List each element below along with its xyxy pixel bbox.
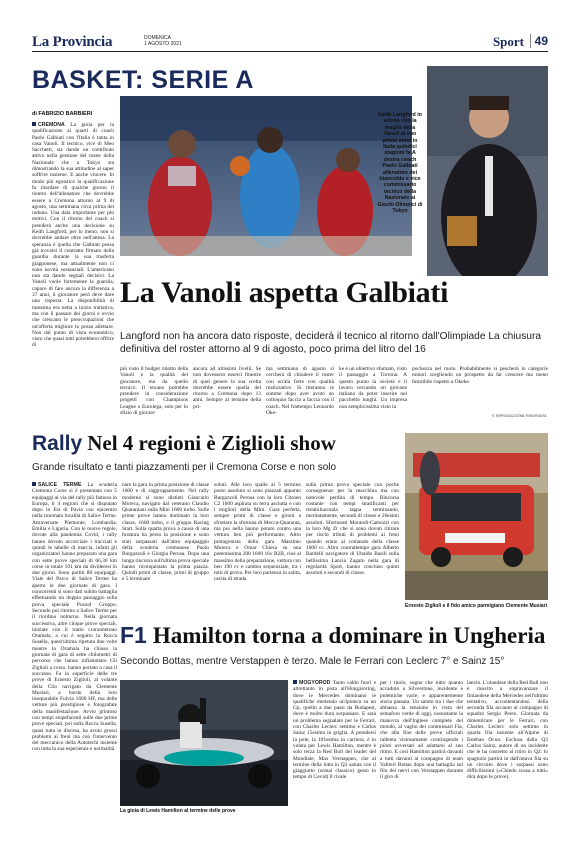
f1-deck: Secondo Bottas, mentre Verstappen è terzo. Male le Ferrari con Leclerc 7° e Sainz 15° (120, 656, 505, 667)
basket-action-photo (120, 96, 412, 256)
basket-column-6 (412, 366, 548, 412)
hamilton-image (120, 680, 288, 806)
newspaper-logo: La Provincia (32, 34, 113, 50)
basket-column-3 (193, 366, 261, 422)
basket-text-6: pochezza nel ruolo. Probabilmente si pescherà in categorie minori scegliendo un prospetto da far crescere ma meno futuribile rispetto a Okeke. (412, 366, 548, 385)
f1-photo (120, 680, 288, 806)
rally-deck: Grande risultato e tanti piazzamenti per il Cremona Corse e non solo (32, 462, 337, 473)
f1-headline: Hamilton torna a dominare in Ungheria (152, 623, 546, 648)
section-title: Sport (492, 34, 524, 49)
basket-headline: La Vanoli aspetta Galbiati (120, 276, 449, 309)
f1-lead-word: MOGYOROD (299, 680, 331, 686)
rally-column-1 (32, 482, 117, 830)
basket-kicker: BASKET: SERIE A (32, 66, 254, 94)
lead-square-icon (293, 680, 297, 684)
f1-text-1: Tanto caldo fuori e altrettanto in pista all'Hungaroring, dove le Mercedes dominano le qualifiche mettendo un'ipoteca su un Gp, quello a due passi da Budapest, dove è molto dura sorpassare. E sarà un problema segnalato per le Ferrari, con Charles Leclerc settimo e Carlos Sainz 15esimo in griglia. A prendersi la pole, la 101esima in carriera, è in volata per Lewis Hamilton, mentre è solo terza la Red Bull del leader del Mondiale, Max Verstappen, che al termine della lotta in Q3 saluta con il giaggiotto (ormai classico) gesto in tempo di Covid) il rivale (293, 680, 376, 781)
f1-headline-block (120, 622, 545, 649)
dateline (144, 35, 182, 47)
rally-photo (405, 433, 548, 600)
rally-car-image (405, 433, 548, 600)
basket-lead-word: CREMONA (38, 122, 65, 128)
basket-column-5 (339, 366, 407, 422)
f1-text-3: lancio. L'olandese della Red Bull non è riuscito a sopravanzare il finlandese della Mercedes nell'ultimo tentativo, accontentandosi della seconda fila accanto al compagno di squadra Sergio Perez. Giornata da dimenticare per le Ferrari, con Charles Leclerc solo settimo in quarta fila insieme all'Alpine di Esteban Ocon. Esclusa dalla Q3 Carlos Sainz, autore di un incidente che le ha costretto al ritiro in Q2: lo spagnolo partirà in dall'ottava fila su un circuito dove i sorpassi sono difficilissimi («Chiedo scusa a tutti» dirà dopo le prove). (467, 680, 548, 781)
lead-square-icon (32, 482, 36, 486)
rally-kicker: Rally (32, 432, 83, 455)
basket-photo-caption: Keith Langford in azione con la maglia della Vanoli al suo primo anno in Italia quindici stagioni fa A destra coach Paolo Galbiati allenatore dei biancoblu e vice commissario tecnico della Nazionale ai Giochi Olimpici di Tokyo (377, 112, 423, 215)
f1-column-1 (293, 680, 376, 830)
basket-text-5: ke è un obiettivo sfumato, visto il passaggio a Torrona. A questo punto la società e il lavoro cercando un giovane italiano da poter inserire nel pacchetto lunghi. Un impresa non semplicissima visto la (339, 366, 407, 410)
rally-headline-block (32, 431, 336, 456)
page-number: 49 (530, 34, 548, 48)
rally-column-4 (306, 482, 399, 612)
rally-text-3: soluti. Alle loro spalle al 5 termino posto assoluto si sono piazzati appunto Burgazzoli Perosa con la loro Citroen C2 1600 aspirata su terra asciutta e con i migliori della Mini. Gara perfetta, sempre primi di classe e gironi a sfruttare la sfortuna di Mecca-Quaranta, ma poi nella hanno potuto contro una vettura ben più performante. Altro protagonista della gara Massimo Moreca e Omar Chiesa su una potentissima 208 1600 16v R2B, cioè al massimo della preparazione, vettura con ben 190 cv e cambio sequenziale, tra i tutti di prova. Per loro partenza in salita, uscita di strada (214, 482, 301, 583)
f1-text-2: per i titolo, sogno che tutto quanto accaduto a Silverstone, incidente e polemiche varie, e apparentemente storia passata. Un saluto tra i due che abbassa la tensione in vista del semaforo verde di oggi, nonostante la manovra dell'Inglese complete del mondo, al vaglio dei commissari Fia, che alla fine delle prove ufficiali rallenta vistosamente costringendo i piloti avversari ad adattarsi al suo ritmo. E così Hamilton partirà davanti a tutti davanti al compagno di team Valtteri Bottas dopo una battaglia sul filo dei nervi con Verstappen durante il giro di (380, 680, 463, 781)
basket-text-1: La gioia per la qualificazione ai quarti di coach Paolo Galbiati con l'Italia è tanta in casa Vanoli. Il tecnico, vice di Meo Sacchetti, sta dando un contributo attivo nella gestione del roster della Nazionale che a Tokyo sta dimostrando la sua attitudine al saper soffrire insieme. E anche vincere. In modo più egoistico la qualificazione fa ritardare di qualche giorno il rientro dell'allenatore che dovrebbe essere a Cremona attorno al 9 di agosto, una settimana circa prima del raduno. Una data importante per più motivi. Con il ritorno del coach si prenderà anche una decisione su Keith Langford, per lo meno, non si dovrebbe andare oltre nell'attesa. La speranza è quella che Galbiati possa già trovarsi il contratto firmato della guardia durante la sua trasferta giapponese, ma attualmente non ci sono novità sostanziali. L'americano non sta dando segnali decisivi. La Vanoli vuole fortemente la guardia, capace di fare ancora la differenza a 37 anni, il giocatore però deve dare una risposta. La disponibilità di massima era netta a inizio trattativa, ma con il passare dei giorni e ovvio che crescano le preoccupazioni che un'offerta migliore lo possa allettare. Non dal punto di vista economico, visto che quasi tutti potrebbero offrire di (32, 122, 114, 349)
basket-deck: Langford non ha ancora dato risposte, deciderà il tecnico al ritorno dall'Olimpiade La chiusura definitiva del roster attorno al 9 di agosto, poco prima del litro del 16 (120, 331, 542, 355)
rally-photo-caption: Ernesto Ziglioli e il fido amico parmigiano Clemente Musiari (405, 603, 547, 609)
rally-column-2 (122, 482, 209, 612)
f1-column-3 (467, 680, 548, 830)
rally-lead-word: SALICE TERME (38, 482, 82, 488)
f1-kicker: F1 (120, 622, 147, 648)
rally-text-4: sulla prima prova speciale con poche conseguenze per la macchina ma con notevole perdita di tempo. Rincorsa costante con tempi stratificanti per ristabiliaconda tappa terminando, meritatamente, secondi di classe e 26esimi assoluti. Sfortunati Morandi-Camozzi con la loro Mg Zr che si sono dovuti ritirare per rischi tributi di problemi ai freni quando erano al comando della classe 1600 cc. Altro contrattempo gara Alberto Bardelli navigatore di Ubaldo Basili sulla bellissima Lancia Zagato nella gara di regolarità Sport, hanno concluso quinti assoluti e secondi di classe. (306, 482, 399, 577)
rally-column-3 (214, 482, 301, 612)
rally-headline: Nel 4 regioni è Ziglioli show (87, 431, 336, 455)
basket-text-3: ancora ad altissimi livelli. Se non dovessero esserci finestre di quel genere la sua scelta dovrebbe essere quella del ritorno a Cremona dopo 13 anni. Sempre al termine della pri- (193, 366, 261, 410)
rally-text-2: nare la gara in prima posizione di classe 1600 e di raggruppamento. Nel rally moderno si sono distinti Giancarlo Moreca, navigato dal veterano Claudio Quaraniani sulla Mini 1600 turbo. Sulle prime prove hanno dominato la loro classe, 1600 turbo, e il gruppo Racing Start. Sulla quarta prova a causa di una foratura ha perso la posizione e sono stati sorpassati dall'altro equipaggio della scuderia cremonese Paolo Burgazzoli e Giorgia Perosa. Dopo una lunga rincorsa sull'ultima prova speciale hanno riconquistato la prima piazza. Quindi primi di classe, primi di gruppo e 5 terminare (122, 482, 209, 583)
basketball-players-image (120, 96, 412, 256)
basket-column-4 (266, 366, 334, 422)
basket-text-4: ma settimana di agosto si cercherà di chiudere il roster con un'ala forte con qualità realizzative. Si tireranno le somme dopo aver avuto un colloquio faccia a faccia con il coach. Nel frattempo Leonardo Oke- (266, 366, 334, 417)
masthead (32, 34, 548, 52)
coach-portrait-photo (427, 66, 548, 276)
lead-square-icon (32, 122, 36, 126)
basket-copyright: © RIPRODUZIONE RISERVATA (492, 414, 547, 418)
issue-day: DOMENICA (144, 35, 171, 41)
rally-text-1: La scuderia Cremona Corse si è presentata con 5 equipaggi al via del rally più famoso in Europa, il 4 regioni che si disputato dopo in Est di Pavia con epicentro nella rinomata località di Salice Terme. Attraversate Piemonte, Lombardia, Emilia e Liguria. Con le nuove regole, dovute alla pandemia Covid, i rally hanno dovuto accorciare i tracciati e quindi le tabelle di marcia, infatti gli organizzatori hanno preparato una gara con sette prove speciali di 66,36 km corse in totale 101 km da divideresi in due giorni. Sono partiti 80 equipaggi. Viale del Parco di Salice Terme ha aperto le due giornate di gara. I concorrenti si sono dati subito battaglia effettuando un doppio passaggio sulla prova speciale Pozzol Groppo. Secondo poi ritorno a Salice Terme per il riordino notturno. Nella giornata successiva, altre cinque prove speciali, iniziate con il tratto cronometrato Oramala, a cui è seguito la Rocca Susella, quest'ultima ripetuta due volte mentre la Oramala ha chiuso la giornata di gara di sette chilometri di percorso che hanno infiammato Gli Ziglioli a corso, hanno portato a casa il successo. Fa la superficie delle tre prove di Ernesto Ziglioli, al volante della Clio navigato da Clemente Musiari, a bordo della loro inseparabile Fulvia 1600 HF, ma delle vetture più prestigiose e fotografate della manifestazione. Avvio grintoso con tempi stupefacenti sulle due prime prove speciali, poi sulla Rocca Susella, quasi tutta in discesa, ha avuto grossi problemi ai freni ma con l'intervento del meccanico della Autotechi insieme con tutta la sua esperienza e normalità (32, 482, 117, 753)
issue-date: 1 AGOSTO 2021 (144, 41, 182, 47)
basket-byline: di FABRIZIO BARBIERI (32, 111, 93, 117)
coach-image (427, 66, 548, 276)
basket-column-2 (120, 366, 188, 422)
f1-photo-caption: La gioia di Lewis Hamilton al termine delle prove (120, 808, 236, 814)
basket-column-1 (32, 122, 114, 417)
f1-column-2 (380, 680, 463, 830)
basket-text-2: più visto il budget ridotto della Vanoli e la qualità del giocatore, ma da quello tecnico. Il texano potrebbe prendere in considerazione progetti con Champions League o Eurolega, solo per lo sfizio di giocare (120, 366, 188, 417)
